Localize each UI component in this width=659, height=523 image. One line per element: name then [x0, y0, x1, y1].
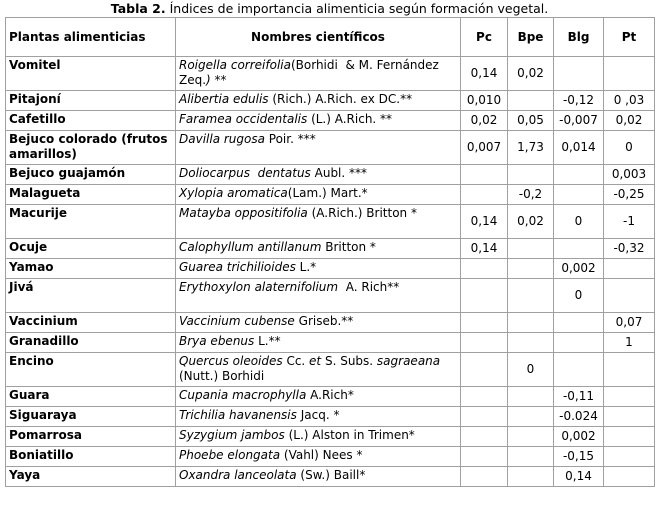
table-row: [6, 239, 655, 259]
plant-name-cell: Macurije: [6, 205, 176, 239]
scientific-name-cell: [176, 333, 461, 353]
scientific-name-segment: Guarea trichilioides: [179, 260, 296, 274]
table-body: [6, 57, 655, 487]
blg-value-cell: [554, 313, 604, 333]
header-scientific-names: Nombres científicos: [176, 18, 461, 57]
scientific-name-cell: [176, 165, 461, 185]
scientific-name-cell: [176, 447, 461, 467]
pt-value-cell: [604, 407, 655, 427]
scientific-name-segment: (Lam.) Mart.*: [287, 186, 368, 200]
plant-name-cell: Jivá: [6, 279, 176, 313]
scientific-name-segment: Erythoxylon alaternifolium: [179, 280, 339, 294]
table-row: [6, 111, 655, 131]
scientific-name-segment: S. Subs.: [321, 354, 377, 368]
table-row: [6, 259, 655, 279]
pt-value-cell: [604, 447, 655, 467]
header-blg: Blg: [554, 18, 604, 57]
pc-value-cell: 0,14: [461, 239, 508, 259]
blg-value-cell: -0,007: [554, 111, 604, 131]
pc-value-cell: [461, 313, 508, 333]
plant-name-cell: Pitajoní: [6, 91, 176, 111]
food-plants-table: [5, 17, 655, 487]
scientific-name-segment: Poir. ***: [264, 132, 316, 146]
table-caption-text: Índices de importancia alimenticia según formación vegetal.: [165, 1, 549, 16]
plant-name-cell: Ocuje: [6, 239, 176, 259]
scientific-name-cell: [176, 185, 461, 205]
pt-value-cell: 0,003: [604, 165, 655, 185]
bpe-value-cell: [508, 407, 554, 427]
scientific-name-segment: Quercus oleoides: [179, 354, 283, 368]
table-caption-label: Tabla 2.: [110, 1, 166, 16]
scientific-name-segment: (A.Rich.) Britton *: [307, 206, 417, 220]
scientific-name-segment: Alibertia edulis: [179, 92, 269, 106]
bpe-value-cell: [508, 259, 554, 279]
table-header-row: [6, 18, 655, 57]
blg-value-cell: [554, 239, 604, 259]
bpe-value-cell: [508, 313, 554, 333]
pc-value-cell: 0,14: [461, 57, 508, 91]
bpe-value-cell: [508, 387, 554, 407]
scientific-name-segment: (L.) Alston in Trimen*: [284, 428, 415, 442]
pc-value-cell: [461, 353, 508, 387]
scientific-name-cell: [176, 111, 461, 131]
bpe-value-cell: [508, 427, 554, 447]
plant-name-cell: Malagueta: [6, 185, 176, 205]
bpe-value-cell: [508, 467, 554, 487]
blg-value-cell: 0,014: [554, 131, 604, 165]
bpe-value-cell: 0,02: [508, 57, 554, 91]
pc-value-cell: [461, 407, 508, 427]
scientific-name-cell: [176, 313, 461, 333]
scientific-name-segment: (Vahl) Nees *: [280, 448, 363, 462]
blg-value-cell: -0,15: [554, 447, 604, 467]
pc-value-cell: 0,007: [461, 131, 508, 165]
blg-value-cell: 0,002: [554, 259, 604, 279]
pt-value-cell: [604, 387, 655, 407]
pt-value-cell: 0: [604, 131, 655, 165]
bpe-value-cell: 1,73: [508, 131, 554, 165]
bpe-value-cell: [508, 165, 554, 185]
pc-value-cell: [461, 259, 508, 279]
pt-value-cell: 1: [604, 333, 655, 353]
pt-value-cell: [604, 57, 655, 91]
scientific-name-segment: ): [206, 73, 211, 87]
plant-name-cell: Boniatillo: [6, 447, 176, 467]
scientific-name-cell: [176, 259, 461, 279]
table-row: [6, 387, 655, 407]
blg-value-cell: -0,11: [554, 387, 604, 407]
scientific-name-cell: [176, 91, 461, 111]
scientific-name-segment: A.Rich*: [306, 388, 354, 402]
pc-value-cell: 0,14: [461, 205, 508, 239]
scientific-name-segment: (Sw.) Baill*: [296, 468, 366, 482]
scientific-name-segment: Britton *: [321, 240, 376, 254]
scientific-name-segment: Xylopia aromatica: [179, 186, 288, 200]
scientific-name-cell: [176, 407, 461, 427]
blg-value-cell: [554, 353, 604, 387]
table-row: [6, 313, 655, 333]
table-row: [6, 427, 655, 447]
plant-name-cell: Guara: [6, 387, 176, 407]
table-row: [6, 205, 655, 239]
plant-name-cell: Vomitel: [6, 57, 176, 91]
scientific-name-segment: (Nutt.) Borhidi: [179, 354, 444, 383]
pt-value-cell: [604, 467, 655, 487]
bpe-value-cell: [508, 279, 554, 313]
scientific-name-segment: (Borhidi & M. Fernández Zeq.: [179, 58, 443, 87]
plant-name-cell: Siguaraya: [6, 407, 176, 427]
scientific-name-segment: Cupania macrophylla: [179, 388, 307, 402]
table-row: [6, 185, 655, 205]
scientific-name-segment: **: [210, 73, 227, 87]
pc-value-cell: 0,02: [461, 111, 508, 131]
scientific-name-segment: Aubl. ***: [310, 166, 368, 180]
blg-value-cell: [554, 57, 604, 91]
plant-name-cell: Bejuco colorado (frutos amarillos): [6, 131, 176, 165]
pt-value-cell: 0,02: [604, 111, 655, 131]
scientific-name-cell: [176, 205, 461, 239]
scientific-name-segment: et: [309, 354, 322, 368]
scientific-name-segment: Faramea occidentalis: [179, 112, 308, 126]
bpe-value-cell: 0: [508, 353, 554, 387]
blg-value-cell: -0.024: [554, 407, 604, 427]
plant-name-cell: Cafetillo: [6, 111, 176, 131]
pc-value-cell: [461, 165, 508, 185]
pc-value-cell: [461, 185, 508, 205]
scientific-name-segment: Phoebe elongata: [179, 448, 281, 462]
blg-value-cell: -0,12: [554, 91, 604, 111]
bpe-value-cell: [508, 239, 554, 259]
blg-value-cell: 0: [554, 205, 604, 239]
table-row: [6, 333, 655, 353]
scientific-name-segment: Oxandra lanceolata: [179, 468, 297, 482]
pc-value-cell: 0,010: [461, 91, 508, 111]
scientific-name-segment: (Rich.) A.Rich. ex DC.**: [268, 92, 413, 106]
table-row: [6, 353, 655, 387]
pc-value-cell: [461, 279, 508, 313]
bpe-value-cell: [508, 333, 554, 353]
scientific-name-cell: [176, 131, 461, 165]
blg-value-cell: 0,002: [554, 427, 604, 447]
scientific-name-segment: A. Rich**: [338, 280, 400, 294]
bpe-value-cell: -0,2: [508, 185, 554, 205]
bpe-value-cell: [508, 447, 554, 467]
header-plants: Plantas alimenticias: [6, 18, 176, 57]
table-row: [6, 407, 655, 427]
table-row: [6, 165, 655, 185]
bpe-value-cell: [508, 91, 554, 111]
blg-value-cell: [554, 165, 604, 185]
pc-value-cell: [461, 427, 508, 447]
plant-name-cell: Yaya: [6, 467, 176, 487]
blg-value-cell: 0,14: [554, 467, 604, 487]
scientific-name-cell: [176, 467, 461, 487]
pt-value-cell: [604, 259, 655, 279]
plant-name-cell: Vaccinium: [6, 313, 176, 333]
scientific-name-segment: Vaccinium cubense: [179, 314, 295, 328]
plant-name-cell: Yamao: [6, 259, 176, 279]
pt-value-cell: 0,07: [604, 313, 655, 333]
scientific-name-segment: Syzygium jambos: [179, 428, 285, 442]
blg-value-cell: [554, 185, 604, 205]
pt-value-cell: [604, 279, 655, 313]
scientific-name-segment: Calophyllum antillanum: [179, 240, 322, 254]
pt-value-cell: -0,25: [604, 185, 655, 205]
pt-value-cell: [604, 353, 655, 387]
pc-value-cell: [461, 447, 508, 467]
table-row: [6, 131, 655, 165]
scientific-name-segment: Griseb.**: [294, 314, 354, 328]
header-pt: Pt: [604, 18, 655, 57]
scientific-name-segment: Jacq. *: [296, 408, 340, 422]
scientific-name-segment: Davilla rugosa: [179, 132, 265, 146]
plant-name-cell: Encino: [6, 353, 176, 387]
scientific-name-segment: Matayba oppositifolia: [179, 206, 308, 220]
scientific-name-segment: Brya ebenus: [179, 334, 255, 348]
plant-name-cell: Granadillo: [6, 333, 176, 353]
plant-name-cell: Bejuco guajamón: [6, 165, 176, 185]
scientific-name-segment: L.*: [295, 260, 317, 274]
header-pc: Pc: [461, 18, 508, 57]
pc-value-cell: [461, 387, 508, 407]
bpe-value-cell: 0,02: [508, 205, 554, 239]
table-row: [6, 467, 655, 487]
scientific-name-segment: Doliocarpus dentatus: [179, 166, 311, 180]
bpe-value-cell: 0,05: [508, 111, 554, 131]
scientific-name-segment: L.**: [254, 334, 281, 348]
pt-value-cell: 0 ,03: [604, 91, 655, 111]
pt-value-cell: [604, 427, 655, 447]
scientific-name-cell: [176, 279, 461, 313]
plant-name-cell: Pomarrosa: [6, 427, 176, 447]
scientific-name-segment: Cc.: [282, 354, 310, 368]
table-row: [6, 279, 655, 313]
scientific-name-segment: sagraeana: [376, 354, 441, 368]
pt-value-cell: -1: [604, 205, 655, 239]
scientific-name-segment: (L.) A.Rich. **: [307, 112, 393, 126]
scientific-name-cell: [176, 57, 461, 91]
blg-value-cell: 0: [554, 279, 604, 313]
table-row: [6, 91, 655, 111]
scientific-name-segment: Roigella correifolia: [179, 58, 291, 72]
scientific-name-cell: [176, 427, 461, 447]
pc-value-cell: [461, 333, 508, 353]
pt-value-cell: -0,32: [604, 239, 655, 259]
table-caption: [0, 0, 659, 17]
pc-value-cell: [461, 467, 508, 487]
scientific-name-cell: [176, 387, 461, 407]
blg-value-cell: [554, 333, 604, 353]
scientific-name-cell: [176, 353, 461, 387]
scientific-name-segment: Trichilia havanensis: [179, 408, 297, 422]
header-bpe: Bpe: [508, 18, 554, 57]
table-row: [6, 57, 655, 91]
table-row: [6, 447, 655, 467]
scientific-name-cell: [176, 239, 461, 259]
